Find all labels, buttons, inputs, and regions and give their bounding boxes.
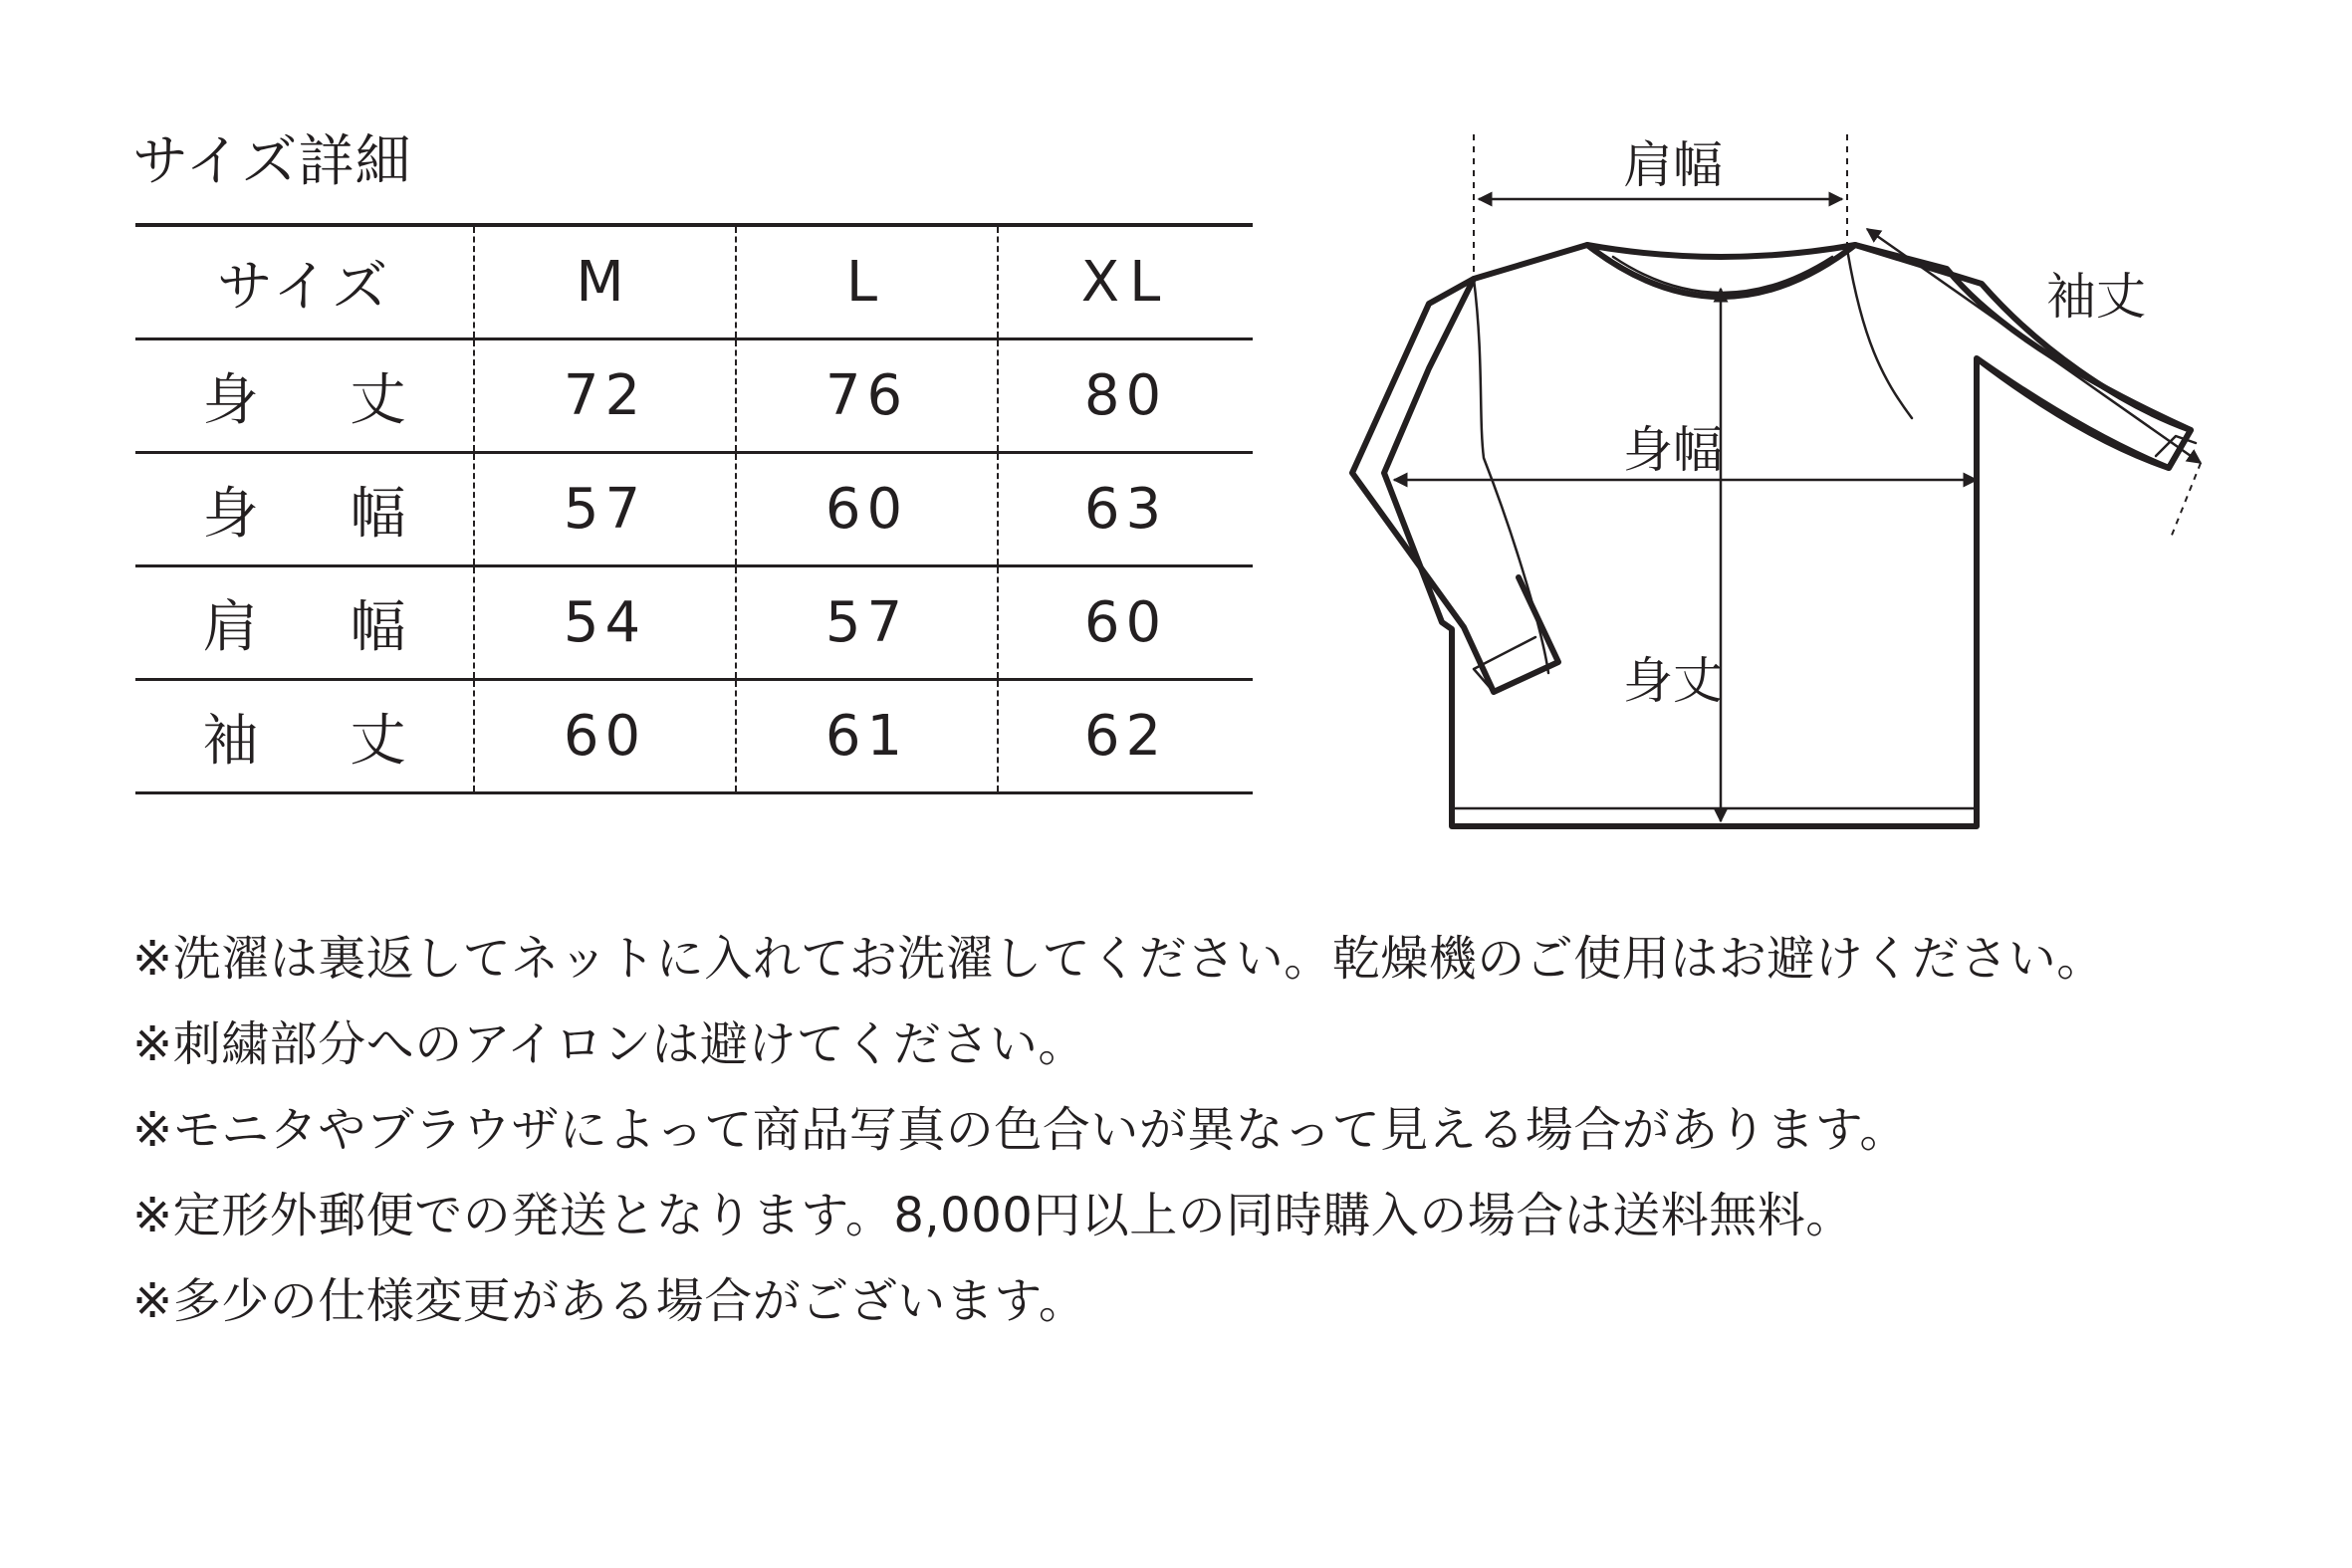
left-sleeve-outline: [1352, 279, 1558, 692]
table-cell: 57: [736, 566, 998, 680]
table-cell: 57: [474, 453, 736, 566]
table-cell: 54: [474, 566, 736, 680]
body-length-label: 身丈: [1623, 652, 1723, 710]
shoulder-width-label: 肩幅: [1623, 136, 1723, 194]
note-ironing: ※刺繍部分へのアイロンは避けてください。: [132, 1016, 1086, 1072]
note-washing: ※洗濯は裏返してネットに入れてお洗濯してください。乾燥機のご使用はお避けください。: [132, 931, 2105, 987]
size-table: [135, 223, 1253, 794]
table-cell: 60: [474, 680, 736, 793]
sleeve-guide: [2171, 463, 2201, 538]
long-sleeve-shirt-diagram: [1324, 119, 2300, 856]
size-details-title: サイズ詳細: [132, 129, 412, 194]
sleeve-length-arrow: [1867, 229, 2201, 463]
row-label-body-length: 身 丈: [135, 339, 474, 453]
table-row: [135, 680, 1253, 793]
shirt-body-outline: [1384, 245, 2191, 826]
table-row: [135, 566, 1253, 680]
sleeve-length-label: 袖丈: [2046, 268, 2146, 326]
care-notes: [132, 916, 2343, 1344]
note-monitor-color: ※モニタやブラウザによって商品写真の色合いが異なって見える場合があります。: [132, 1102, 1908, 1158]
table-row: [135, 339, 1253, 453]
table-cell: 60: [736, 453, 998, 566]
table-cell: 76: [736, 339, 998, 453]
table-header-row: [135, 225, 1253, 339]
table-cell: 61: [736, 680, 998, 793]
size-m-header: M: [474, 225, 736, 339]
row-label-shoulder-width: 肩 幅: [135, 566, 474, 680]
table-cell: 63: [998, 453, 1253, 566]
row-label-body-width: 身 幅: [135, 453, 474, 566]
note-shipping: ※定形外郵便での発送となります。8,000円以上の同時購入の場合は送料無料。: [132, 1188, 1854, 1243]
size-l-header: L: [736, 225, 998, 339]
table-cell: 62: [998, 680, 1253, 793]
size-xl-header: XL: [998, 225, 1253, 339]
row-label-sleeve-length: 袖 丈: [135, 680, 474, 793]
table-cell: 72: [474, 339, 736, 453]
table-row: [135, 453, 1253, 566]
right-armhole-seam: [1847, 249, 1912, 418]
note-spec-change: ※多少の仕様変更がある場合がございます。: [132, 1273, 1087, 1329]
table-cell: 60: [998, 566, 1253, 680]
shirt-outline-icon: [1324, 119, 2300, 856]
body-width-label: 身幅: [1623, 421, 1723, 479]
neckline-inner: [1613, 257, 1832, 293]
size-column-header: サイズ: [135, 225, 474, 339]
table-cell: 80: [998, 339, 1253, 453]
